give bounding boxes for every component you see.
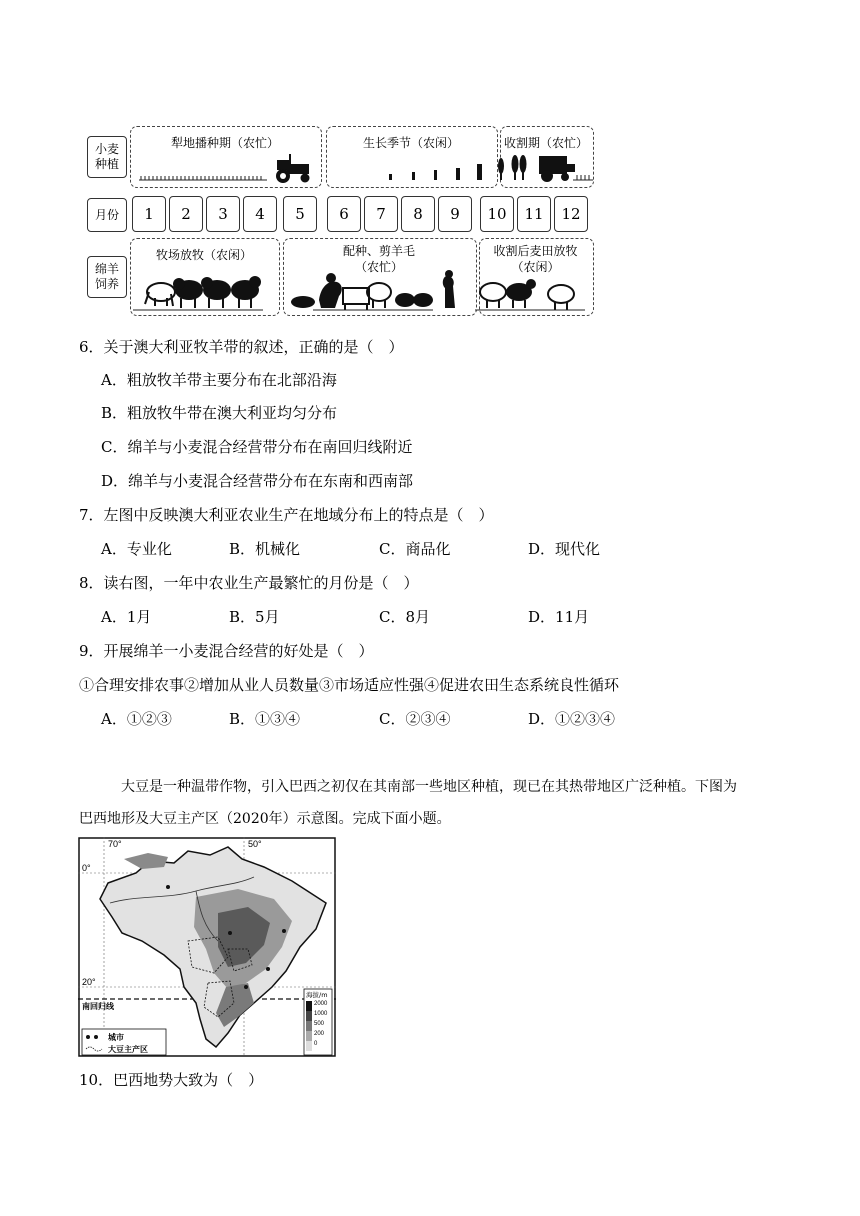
wheat-harvest-label: 收割期（农忙） (503, 136, 588, 150)
legend-soybean-area: 大豆主产区 (108, 1045, 148, 1054)
question-8-stem: 8．读右图，一年中农业生产最繁忙的月份是（ ） (79, 574, 419, 592)
question-8-option-c: C．8月 (379, 608, 431, 626)
question-6-option-a: A．粗放牧羊带主要分布在北部沿海 (101, 371, 337, 389)
elevation-value-200: 200 (314, 1031, 325, 1037)
question-9-statements: ①合理安排农事②增加从业人员数量③市场适应性强④促进农田生态系统良性循环 (79, 676, 620, 694)
tractor-icon (276, 154, 310, 183)
question-8-option-a: A．1月 (101, 608, 152, 626)
question-9-option-d: D．①②③④ (528, 710, 616, 728)
month-cell-3: 3 (206, 196, 240, 232)
furrow-ticks-icon (141, 176, 261, 180)
wheat-growing-label: 生长季节（农闲） (362, 136, 459, 150)
wheat-illustrations (137, 150, 597, 184)
row-label-wheat: 小麦 种植 (87, 136, 127, 178)
question-7-stem: 7．左图中反映澳大利亚农业生产在地域分布上的特点是（ ） (79, 506, 494, 524)
question-9-option-b: B．①③④ (229, 710, 301, 728)
question-7-option-d: D．现代化 (528, 540, 601, 558)
month-cell-2: 2 (169, 196, 203, 232)
elevation-value-0: 0 (314, 1041, 318, 1047)
month-cell-10: 10 (480, 196, 514, 232)
month-cell-1: 1 (132, 196, 166, 232)
question-9-option-a: A．①②③ (101, 710, 172, 728)
month-cell-7: 7 (364, 196, 398, 232)
sheep-pasture-label: 牧场放牧（农闲） (155, 248, 252, 262)
sheep-icon (145, 270, 574, 310)
sheep-stubble-label: 收割后麦田放牧 (493, 244, 578, 258)
harvester-icon (539, 156, 575, 182)
elevation-value-1000: 1000 (314, 1011, 328, 1017)
question-6-option-d: D．绵羊与小麦混合经营带分布在东南和西南部 (101, 472, 414, 490)
farming-calendar-figure (87, 124, 595, 318)
question-7-option-b: B．机械化 (229, 540, 301, 558)
month-cell-11: 11 (517, 196, 551, 232)
sheep-breeding-sublabel: （农忙） (354, 260, 403, 274)
question-7-option-c: C．商品化 (379, 540, 451, 558)
elevation-legend-title: 海拔/m (306, 991, 328, 999)
question-6-stem: 6．关于澳大利亚牧羊带的叙述，正确的是（ ） (79, 338, 404, 356)
lon-label-50: 50° (248, 839, 262, 849)
question-8-option-b: B．5月 (229, 608, 280, 626)
question-9-option-c: C．②③④ (379, 710, 451, 728)
month-cell-12: 12 (554, 196, 588, 232)
elevation-value-500: 500 (314, 1021, 325, 1027)
legend-city: 城市 (108, 1033, 124, 1042)
row-label-month: 月份 (87, 198, 127, 232)
question-7-option-a: A．专业化 (101, 540, 172, 558)
question-10-stem: 10．巴西地势大致为（ ） (79, 1071, 264, 1089)
month-cell-8: 8 (401, 196, 435, 232)
question-8-option-d: D．11月 (528, 608, 590, 626)
lat-label-20: 20° (82, 977, 96, 987)
question-6-option-b: B．粗放牧牛带在澳大利亚均匀分布 (101, 404, 338, 422)
sheep-stubble-sublabel: （农闲） (511, 260, 560, 274)
tropic-label: 南回归线 (82, 1002, 114, 1011)
sheep-breeding-label: 配种、剪羊毛 (342, 244, 415, 258)
passage-line-2: 巴西地形及大豆主产区（2020年）示意图。完成下面小题。 (79, 811, 451, 827)
question-9-stem: 9．开展绵羊一小麦混合经营的好处是（ ） (79, 642, 374, 660)
elevation-value-2000: 2000 (314, 1001, 328, 1007)
wheat-sowing-label: 犁地播种期（农忙） (170, 136, 279, 150)
month-cell-5: 5 (283, 196, 317, 232)
question-6-option-c: C．绵羊与小麦混合经营带分布在南回归线附近 (101, 438, 413, 456)
month-cell-4: 4 (243, 196, 277, 232)
wheat-growth-icon (389, 155, 527, 180)
sheep-illustrations (133, 270, 593, 312)
passage-line-1: 大豆是一种温带作物，引入巴西之初仅在其南部一些地区种植，现已在其热带地区广泛种植。下图为 (121, 779, 737, 795)
row-label-sheep: 绵羊 饲养 (87, 256, 127, 298)
brazil-map (78, 837, 336, 1057)
lon-label-70: 70° (108, 839, 122, 849)
month-cell-9: 9 (438, 196, 472, 232)
lat-label-0: 0° (82, 863, 91, 873)
month-cell-6: 6 (327, 196, 361, 232)
